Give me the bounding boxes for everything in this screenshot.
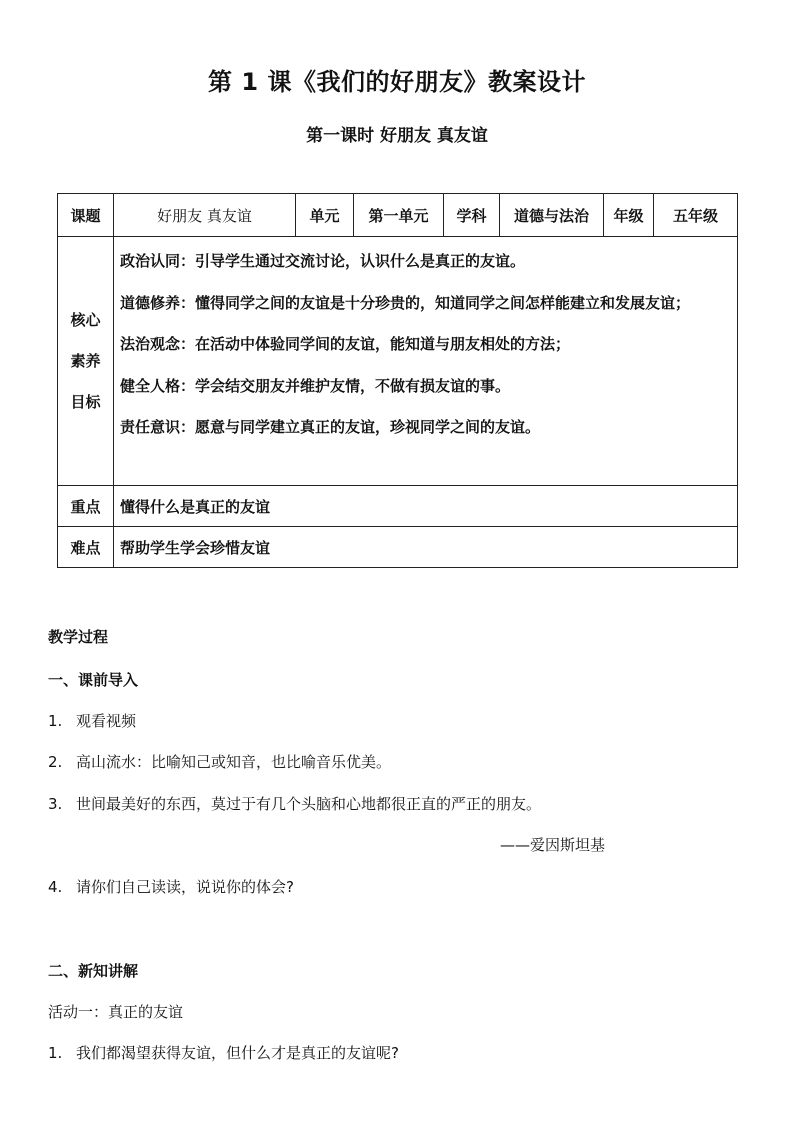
label-line: 目标	[70, 392, 101, 411]
table-header-row	[58, 194, 738, 237]
difficulty-row	[58, 527, 738, 568]
list-text: 请你们自己读读，说说你的体会?	[76, 878, 294, 896]
core-goals-label	[58, 237, 114, 486]
difficulty-label: 难点	[58, 527, 114, 568]
list-item	[48, 710, 136, 731]
document-title: 第 1 课《我们的好朋友》教案设计	[208, 68, 586, 96]
list-item	[48, 1042, 399, 1063]
list-item	[48, 751, 391, 772]
list-text: 世间最美好的东西，莫过于有几个头脑和心地都很正直的严正的朋友。	[76, 795, 542, 813]
list-number: 1.	[48, 712, 63, 730]
core-goal-item: 道德修养：懂得同学之间的友谊是十分珍贵的，知道同学之间怎样能建立和发展友谊；	[120, 293, 691, 312]
list-text: 我们都渴望获得友谊，但什么才是真正的友谊呢?	[76, 1044, 399, 1062]
core-goals-row	[58, 237, 738, 486]
key-point-label: 重点	[58, 486, 114, 527]
difficulty-text: 帮助学生学会珍惜友谊	[114, 527, 738, 568]
list-item	[48, 876, 294, 897]
list-text: 高山流水：比喻知己或知音，也比喻音乐优美。	[76, 753, 392, 771]
process-heading: 教学过程	[48, 628, 109, 646]
quote-source: ——爱因斯坦基	[500, 836, 606, 854]
list-item	[48, 793, 541, 814]
core-goal-item: 健全人格：学会结交朋友并维护友情，不做有损友谊的事。	[120, 376, 511, 395]
core-goal-item: 法治观念：在活动中体验同学间的友谊，能知道与朋友相处的方法；	[120, 335, 571, 353]
table-cell: 学科	[444, 194, 500, 237]
activity-heading: 活动一：真正的友谊	[48, 1003, 184, 1021]
core-goals-content	[114, 237, 738, 486]
table-cell: 课题	[58, 194, 114, 237]
document-subtitle: 第一课时 好朋友 真友谊	[306, 126, 488, 146]
table-cell: 五年级	[654, 194, 738, 237]
core-goal-item: 政治认同：引导学生通过交流讨论，认识什么是真正的友谊。	[120, 252, 526, 270]
list-number: 1.	[48, 1044, 63, 1062]
table-cell: 年级	[604, 194, 654, 237]
key-point-text: 懂得什么是真正的友谊	[114, 486, 738, 527]
table-cell: 好朋友 真友谊	[114, 194, 296, 237]
label-line: 素养	[70, 351, 101, 370]
key-point-row	[58, 486, 738, 527]
list-number: 4.	[48, 878, 63, 896]
table-cell: 道德与法治	[500, 194, 604, 237]
section-heading: 一、课前导入	[48, 671, 139, 689]
table-cell: 第一单元	[354, 194, 444, 237]
lesson-info-table	[57, 193, 738, 568]
section-heading: 二、新知讲解	[48, 962, 139, 980]
list-number: 3.	[48, 795, 63, 813]
table-cell: 单元	[296, 194, 354, 237]
label-line: 核心	[70, 310, 101, 329]
list-number: 2.	[48, 753, 63, 771]
core-goal-item: 责任意识：愿意与同学建立真正的友谊，珍视同学之间的友谊。	[120, 418, 541, 436]
list-text: 观看视频	[76, 712, 137, 730]
